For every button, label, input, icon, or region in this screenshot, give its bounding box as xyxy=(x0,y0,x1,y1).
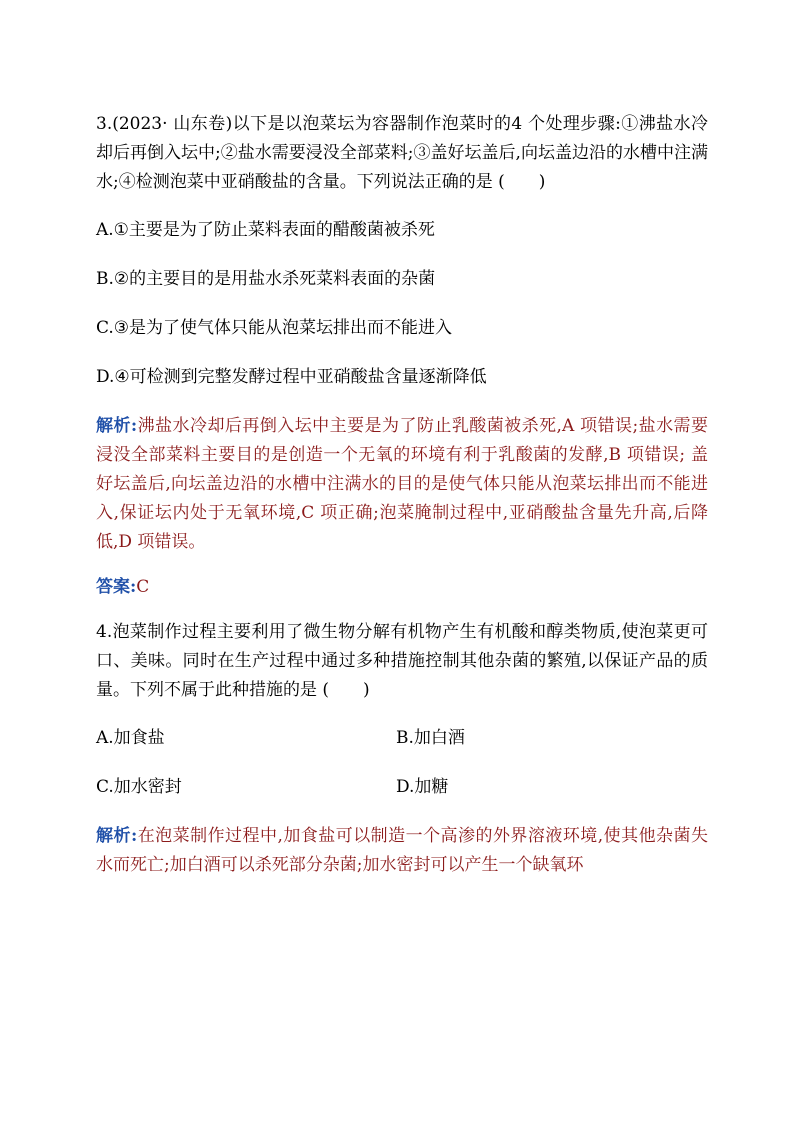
question-3-option-c: C.③是为了使气体只能从泡菜坛排出而不能进入 xyxy=(96,318,453,338)
answer-value: C xyxy=(136,577,150,597)
question-4-option-d: D.加糖 xyxy=(396,777,449,797)
analysis-label: 解析: xyxy=(96,416,138,436)
question-3 xyxy=(96,110,708,602)
question-4 xyxy=(96,618,708,880)
document-page xyxy=(96,110,708,896)
question-3-option-d: D.④可检测到完整发酵过程中亚硝酸盐含量逐渐降低 xyxy=(96,367,487,387)
question-4-options-row-1 xyxy=(96,724,708,753)
question-3-option-a: A.①主要是为了防止菜料表面的醋酸菌被杀死 xyxy=(96,220,435,240)
question-4-options-row-2 xyxy=(96,773,708,802)
analysis-text: 沸盐水冷却后再倒入坛中主要是为了防止乳酸菌被杀死,A 项错误;盐水需要浸没全部菜料主要目的是创造一个无氧的环境有利于乳酸菌的发酵,B 项错误; 盖好坛盖后,向坛盖边沿的水槽中注满水的目的是使气体只能从泡菜坛排出而不能进入,保证坛内处于无氧环境,C 项正确;泡菜腌制过程中,亚硝酸盐含量先升高,后降低,D 项错误。 xyxy=(96,416,708,552)
question-3-option-b: B.②的主要目的是用盐水杀死菜料表面的杂菌 xyxy=(96,269,436,289)
question-4-option-c: C.加水密封 xyxy=(96,777,182,797)
question-4-option-b: B.加白酒 xyxy=(396,728,465,748)
question-3-answer xyxy=(96,573,708,602)
answer-label: 答案: xyxy=(96,577,137,597)
question-3-analysis xyxy=(96,412,708,557)
question-3-stem: 3.(2023· 山东卷)以下是以泡菜坛为容器制作泡菜时的4 个处理步骤:①沸盐水冷却后再倒入坛中;②盐水需要浸没全部菜料;③盖好坛盖后,向坛盖边沿的水槽中注满水;④检测泡菜中亚硝酸盐的含量。下列说法正确的是 ( ) xyxy=(96,114,708,192)
analysis-text: 在泡菜制作过程中,加食盐可以制造一个高渗的外界溶液环境,使其他杂菌失水而死亡;加白酒可以杀死部分杂菌;加水密封可以产生一个缺氧环 xyxy=(96,826,708,875)
question-4-analysis xyxy=(96,822,708,880)
question-4-option-a: A.加食盐 xyxy=(96,728,165,748)
question-4-stem: 4.泡菜制作过程主要利用了微生物分解有机物产生有机酸和醇类物质,使泡菜更可口、美味。同时在生产过程中通过多种措施控制其他杂菌的繁殖,以保证产品的质量。下列不属于此种措施的是 ( ) xyxy=(96,622,708,700)
analysis-label: 解析: xyxy=(96,826,138,846)
